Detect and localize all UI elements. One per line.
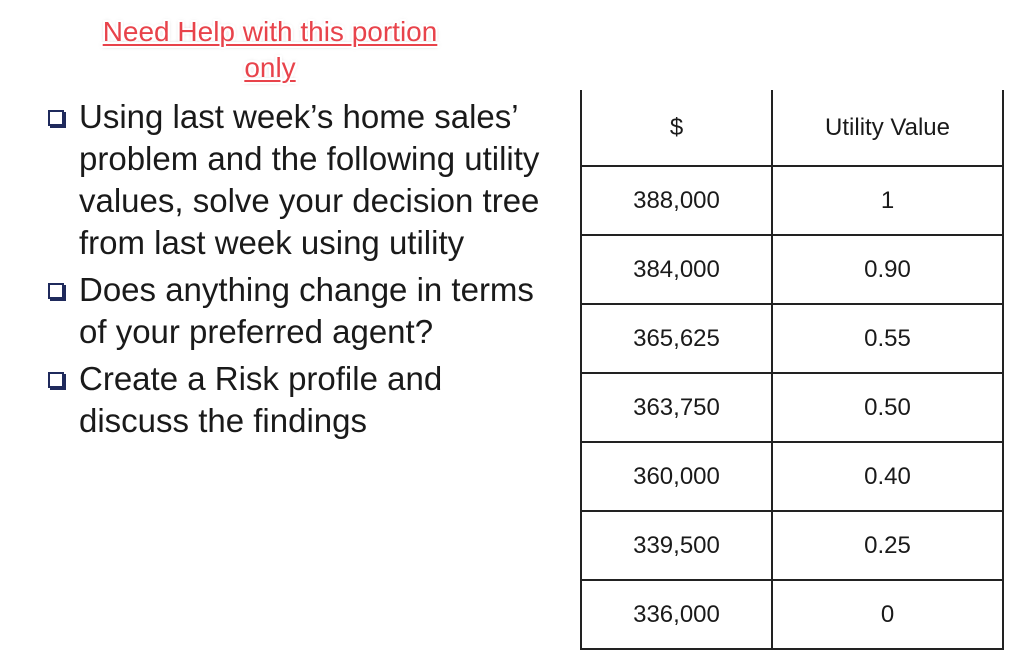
cell-utility: 0.50	[772, 373, 1003, 442]
checkbox-bullet-icon	[48, 283, 64, 299]
instruction-list	[44, 96, 544, 447]
table-row	[581, 511, 1003, 580]
cell-dollar: 384,000	[581, 235, 772, 304]
cell-dollar: 336,000	[581, 580, 772, 649]
bullet-text: Create a Risk profile and discuss the findings	[79, 360, 443, 439]
checkbox-bullet-icon	[48, 110, 64, 126]
cell-dollar: 365,625	[581, 304, 772, 373]
annotation-line-2: only	[244, 52, 296, 83]
cell-utility: 0.40	[772, 442, 1003, 511]
list-item	[44, 269, 544, 353]
help-annotation	[60, 14, 480, 86]
cell-dollar: 339,500	[581, 511, 772, 580]
table-row	[581, 304, 1003, 373]
checkbox-bullet-icon	[48, 372, 64, 388]
list-item	[44, 358, 544, 442]
table-row	[581, 373, 1003, 442]
cell-utility: 0.90	[772, 235, 1003, 304]
bullet-text: Using last week’s home sales’ problem and the following utility values, solve your decision tree from last week using utility	[79, 98, 540, 261]
list-item	[44, 96, 544, 264]
column-header-utility: Utility Value	[772, 90, 1003, 166]
cell-utility: 0.55	[772, 304, 1003, 373]
cell-dollar: 360,000	[581, 442, 772, 511]
table-header-row	[581, 90, 1003, 166]
table-row	[581, 442, 1003, 511]
cell-utility: 0	[772, 580, 1003, 649]
utility-table	[580, 90, 1004, 650]
table-row	[581, 580, 1003, 649]
table-row	[581, 235, 1003, 304]
cell-dollar: 388,000	[581, 166, 772, 235]
bullet-text: Does anything change in terms of your preferred agent?	[79, 271, 534, 350]
cell-dollar: 363,750	[581, 373, 772, 442]
annotation-line-1: Need Help with this portion	[102, 16, 438, 47]
cell-utility: 0.25	[772, 511, 1003, 580]
column-header-dollar: $	[581, 90, 772, 166]
cell-utility: 1	[772, 166, 1003, 235]
table-row	[581, 166, 1003, 235]
